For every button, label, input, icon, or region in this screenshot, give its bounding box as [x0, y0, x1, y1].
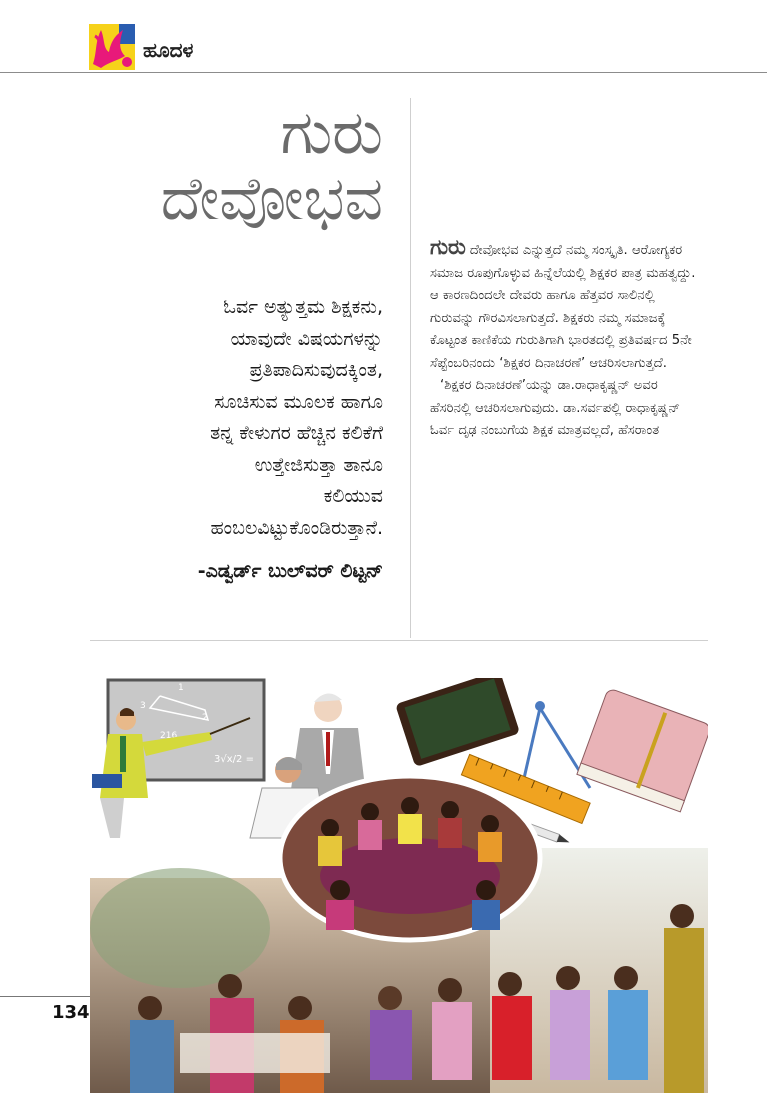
page-number-rule	[0, 996, 90, 997]
quote-line: ಉತ್ತೇಜಿಸುತ್ತಾ ತಾನೂ	[254, 453, 383, 476]
quote-line: ಹಂಬಲವಿಟ್ಟುಕೊಂಡಿರುತ್ತಾನೆ.	[210, 516, 383, 539]
quote-line: ಯಾವುದೇ ವಿಷಯಗಳನ್ನು	[230, 327, 383, 350]
group-discussion-photo	[280, 776, 540, 940]
article-title-line-1: ಗುರು	[280, 98, 383, 168]
magazine-logo-icon	[89, 24, 135, 70]
quote-author: -ಎಡ್ವರ್ಡ್ ಬುಲ್‌ವರ್ ಲಿಟ್ಟನ್	[197, 560, 383, 582]
board-number: 216	[160, 731, 178, 741]
body-paragraph-1	[430, 236, 700, 375]
body-lead-word: ಗುರು	[430, 235, 466, 259]
section-divider	[90, 640, 708, 641]
page-number: 134	[52, 1002, 90, 1023]
quote-line: ಕಲಿಯುವ	[323, 485, 383, 507]
article-body	[430, 236, 700, 443]
teachers-photo-collage	[90, 678, 708, 1093]
article-title-line-2: ದೇವೋಭವ	[160, 164, 383, 234]
quote-line: ಪ್ರತಿಪಾದಿಸುವುದಕ್ಕಿಂತ,	[249, 359, 383, 381]
column-divider	[410, 98, 411, 638]
body-paragraph-2: ‘ಶಿಕ್ಷಕರ ದಿನಾಚರಣೆ’ಯನ್ನು ಡಾ.ರಾಧಾಕೃಷ್ಣನ್ ಅವರ ಹೆಸರಿನಲ್ಲಿ ಆಚರಿಸಲಾಗುವುದು. ಡಾ.ಸರ್ವಪಲ್ಲಿ ರಾಧಾಕೃಷ್ಣನ್ ಓರ್ವ ದೃಢ ನಂಬುಗೆಯ ಶಿಕ್ಷಕ ಮಾತ್ರವಲ್ಲದೆ, ಹೆಸರಾಂತ	[430, 378, 681, 438]
quote-line: ಓರ್ವ ಅತ್ಯುತ್ತಮ ಶಿಕ್ಷಕನು,	[223, 296, 383, 318]
header-divider	[0, 72, 767, 73]
section-name: ಹೂದಳ	[143, 38, 194, 62]
board-number: 2	[202, 713, 208, 723]
quote-line: ಸೂಚಿಸುವ ಮೂಲಕ ಹಾಗೂ	[214, 390, 383, 413]
board-number: 1	[178, 683, 184, 693]
quote-line: ತನ್ನ ಕೇಳುಗರ ಹೆಚ್ಚಿನ ಕಲಿಕೆಗೆ	[210, 422, 383, 444]
body-paragraph-1-text: ದೇವೋಭವ ಎನ್ನುತ್ತದೆ ನಮ್ಮ ಸಂಸ್ಕೃತಿ. ಆರೋಗ್ಯಕರ ಸಮಾಜ ರೂಪುಗೊಳ್ಳುವ ಹಿನ್ನೆಲೆಯಲ್ಲಿ ಶಿಕ್ಷಕರ ಪಾತ್ರ ಮಹತ್ವದ್ದು. ಆ ಕಾರಣದಿಂದಲೇ ದೇವರು ಹಾಗೂ ಹೆತ್ತವರ ಸಾಲಿನಲ್ಲಿ ಗುರುವನ್ನು ಗೌರವಿಸಲಾಗುತ್ತದೆ. ಶಿಕ್ಷಕರು ನಮ್ಮ ಸಮಾಜಕ್ಕೆ ಕೊಟ್ಟಂತ ಕಾಣಿಕೆಯ ಗುರುತಿಗಾಗಿ ಭಾರತದಲ್ಲಿ ಪ್ರತಿವರ್ಷದ 5ನೇ ಸೆಪ್ಟೆಂಬರಿನಂದು ‘ಶಿಕ್ಷಕರ ದಿನಾಚರಣೆ’ ಆಚರಿಸಲಾಗುತ್ತದೆ.	[430, 243, 696, 371]
board-number: 3	[140, 701, 146, 711]
pull-quote	[93, 292, 383, 588]
article-title	[83, 100, 383, 232]
board-number: 3√x/2 =	[214, 754, 254, 765]
